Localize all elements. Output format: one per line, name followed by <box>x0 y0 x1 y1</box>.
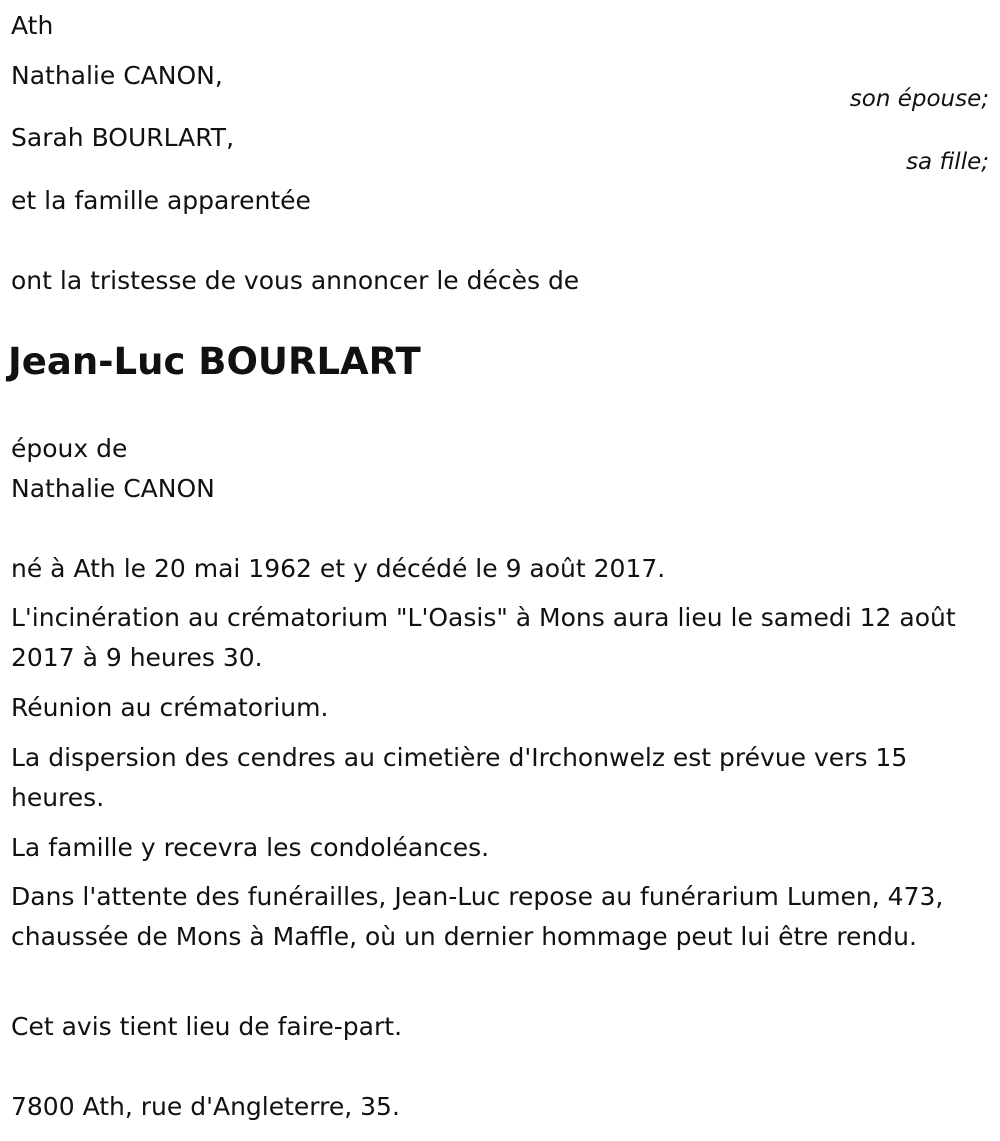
cremation-paragraph: L'incinération au crématorium "L'Oasis" à Mons aura lieu le samedi 12 août 2017 à 9 heures 30. <box>11 603 956 672</box>
reunion-line: Réunion au crématorium. <box>11 693 329 722</box>
faire-part-line: Cet avis tient lieu de faire-part. <box>11 1012 403 1041</box>
spouse-label: époux de <box>11 434 128 463</box>
family-member-name: Nathalie CANON, <box>11 61 223 90</box>
extended-family: et la famille apparentée <box>11 186 311 215</box>
condolences-line: La famille y recevra les condoléances. <box>11 833 490 862</box>
repose-paragraph: Dans l'attente des funérailles, Jean-Luc repose au funérarium Lumen, 473, chaussée de Mons à Maffle, où un dernier hommage peut lui être rendu. <box>11 882 944 951</box>
dispersion-paragraph: La dispersion des cendres au cimetière d'Irchonwelz est prévue vers 15 heures. <box>11 743 908 812</box>
family-member-role: sa fille; <box>906 149 989 175</box>
city-heading: Ath <box>11 11 54 40</box>
birth-death-line: né à Ath le 20 mai 1962 et y décédé le 9 août 2017. <box>11 554 666 583</box>
spouse-name: Nathalie CANON <box>11 474 215 503</box>
address-line: 7800 Ath, rue d'Angleterre, 35. <box>11 1092 400 1121</box>
deceased-name: Jean-Luc BOURLART <box>8 340 421 383</box>
family-member-role: son épouse; <box>849 86 989 112</box>
announcement-text: ont la tristesse de vous annoncer le décès de <box>11 266 580 295</box>
family-member-name: Sarah BOURLART, <box>11 123 235 152</box>
